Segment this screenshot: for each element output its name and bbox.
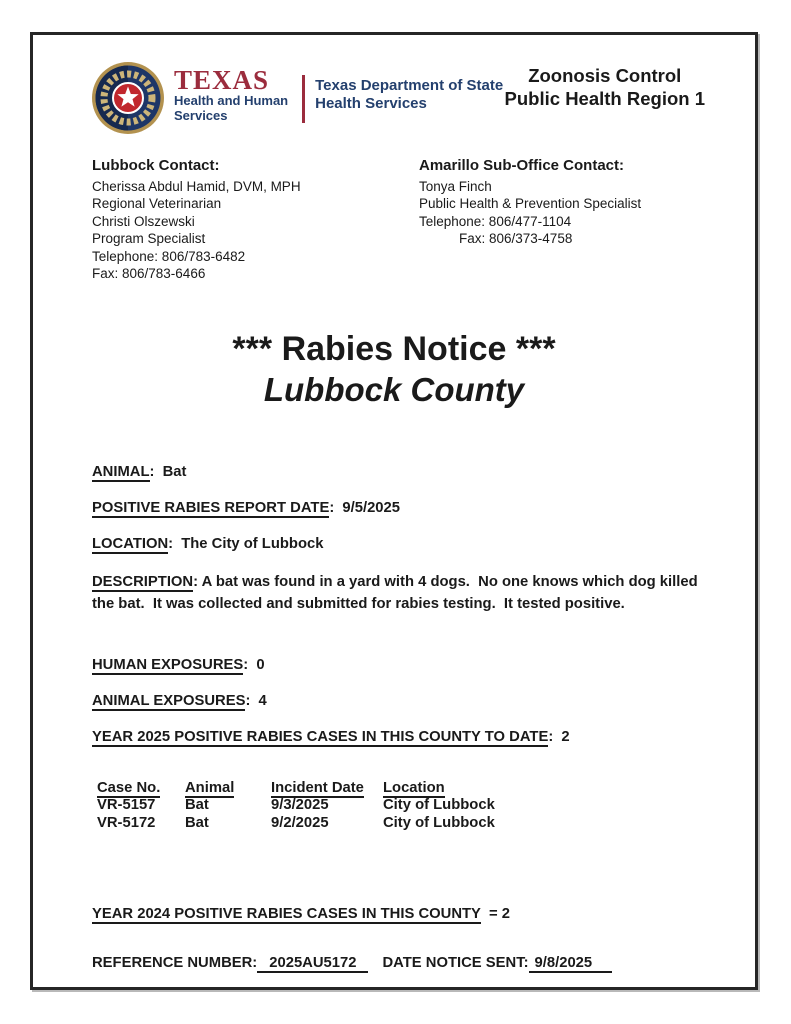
reference-line: [92, 955, 755, 971]
amarillo-contact-phone: Telephone: 806/477-1104: [419, 213, 572, 229]
field-animal-label: ANIMAL: [92, 463, 150, 480]
amarillo-contact-line: Tonya Finch: [419, 178, 492, 194]
field-location: [92, 535, 755, 554]
lubbock-contact-line: Christi Olszewski: [92, 213, 195, 229]
field-description: [92, 571, 712, 616]
logo-hhs-line2: Services: [174, 108, 228, 123]
cases-table-header-case-no: Case No.: [97, 779, 161, 796]
field-human-exposures-value: 0: [256, 656, 265, 673]
notice-county: Lubbock County: [263, 370, 525, 408]
logo-hhs-line1: Health and Human: [174, 93, 289, 108]
lubbock-contact-line: Program Specialist: [92, 231, 206, 246]
dshs-name-line2: Health Services: [315, 95, 427, 112]
notice-title: *** Rabies Notice ***: [232, 329, 556, 368]
table-row-cell: 9/3/2025: [271, 797, 329, 813]
cases-table-header-incident-date: Incident Date: [271, 779, 364, 796]
logo-texas-text: TEXAS: [174, 65, 270, 95]
page-border: [30, 32, 758, 990]
colon: :: [193, 573, 199, 590]
lubbock-contact-block: [92, 157, 419, 283]
field-human-exposures-label: HUMAN EXPOSURES: [92, 656, 244, 673]
lubbock-contact-fax: Fax: 806/783-6466: [92, 266, 206, 281]
contacts-section: [92, 157, 755, 283]
cases-table-header-location: Location: [383, 779, 445, 796]
table-row-cell: 9/2/2025: [271, 814, 329, 831]
date-notice-sent-value: 9/8/2025: [529, 955, 613, 973]
field-ytd-cases-value: 2: [561, 728, 570, 745]
logo-divider: [302, 75, 305, 123]
prior-year-cases-label: YEAR 2024 POSITIVE RABIES CASES IN THIS COUNTY: [92, 906, 481, 922]
table-row-cell: City of Lubbock: [383, 797, 495, 813]
colon: :: [168, 535, 174, 552]
table-row-cell: VR-5172: [97, 814, 156, 831]
reference-number-value: 2025AU5172: [257, 955, 368, 973]
colon: :: [243, 656, 249, 673]
office-heading-line1: Zoonosis Control: [528, 65, 682, 86]
table-row-cell: City of Lubbock: [383, 814, 495, 831]
office-heading: [505, 64, 705, 110]
notice-title-block: [33, 329, 755, 411]
lubbock-contact-line: Cherissa Abdul Hamid, DVM, MPH: [92, 178, 301, 194]
prior-year-cases-line: [92, 906, 755, 922]
hhs-seal-icon: [91, 61, 165, 135]
field-animal-value: Bat: [162, 463, 187, 480]
field-location-label: LOCATION: [92, 535, 169, 552]
lubbock-contact-heading: Lubbock Contact:: [92, 157, 220, 174]
field-ytd-cases: [92, 728, 755, 747]
table-row-cell: Bat: [185, 814, 209, 831]
colon: :: [149, 463, 155, 480]
table-row-cell: Bat: [185, 797, 209, 813]
amarillo-contact-heading: Amarillo Sub-Office Contact:: [419, 157, 625, 174]
amarillo-contact-line: Public Health & Prevention Specialist: [419, 196, 642, 211]
colon: :: [329, 499, 335, 516]
table-row-cell: VR-5157: [97, 797, 156, 813]
field-location-value: The City of Lubbock: [181, 535, 324, 552]
hhs-logo: [91, 61, 503, 135]
field-description-label: DESCRIPTION: [92, 573, 194, 590]
reference-number-label: REFERENCE NUMBER:: [92, 955, 258, 971]
field-report-date-value: 9/5/2025: [342, 499, 400, 516]
date-notice-sent-label: DATE NOTICE SENT:: [382, 955, 529, 971]
field-animal-exposures: [92, 692, 755, 711]
cases-table: [97, 780, 617, 833]
hhs-brand-text: [174, 67, 288, 123]
dshs-name: [315, 77, 503, 113]
field-animal-exposures-value: 4: [258, 692, 267, 709]
prior-year-cases-value: = 2: [489, 906, 511, 922]
lubbock-contact-line: Regional Veterinarian: [92, 196, 222, 211]
notice-body: [92, 463, 755, 747]
colon: :: [548, 728, 554, 745]
document-header: [91, 61, 705, 135]
dshs-name-line1: Texas Department of State: [315, 77, 504, 94]
cases-table-header-animal: Animal: [185, 779, 235, 796]
amarillo-contact-block: [419, 157, 641, 283]
field-animal-exposures-label: ANIMAL EXPOSURES: [92, 692, 246, 709]
field-description-value: A bat was found in a yard with 4 dogs. No one knows which dog killed the bat. It was collected and submitted for rabies testing. It tested positive.: [92, 573, 702, 612]
lubbock-contact-phone: Telephone: 806/783-6482: [92, 248, 246, 264]
amarillo-contact-fax: Fax: 806/373-4758: [459, 231, 573, 246]
field-ytd-cases-label: YEAR 2025 POSITIVE RABIES CASES IN THIS COUNTY TO DATE: [92, 728, 549, 745]
office-heading-line2: Public Health Region 1: [504, 88, 705, 109]
field-report-date: [92, 499, 755, 518]
colon: :: [245, 692, 251, 709]
field-human-exposures: [92, 656, 755, 675]
field-report-date-label: POSITIVE RABIES REPORT DATE: [92, 499, 330, 516]
field-animal: [92, 463, 755, 482]
